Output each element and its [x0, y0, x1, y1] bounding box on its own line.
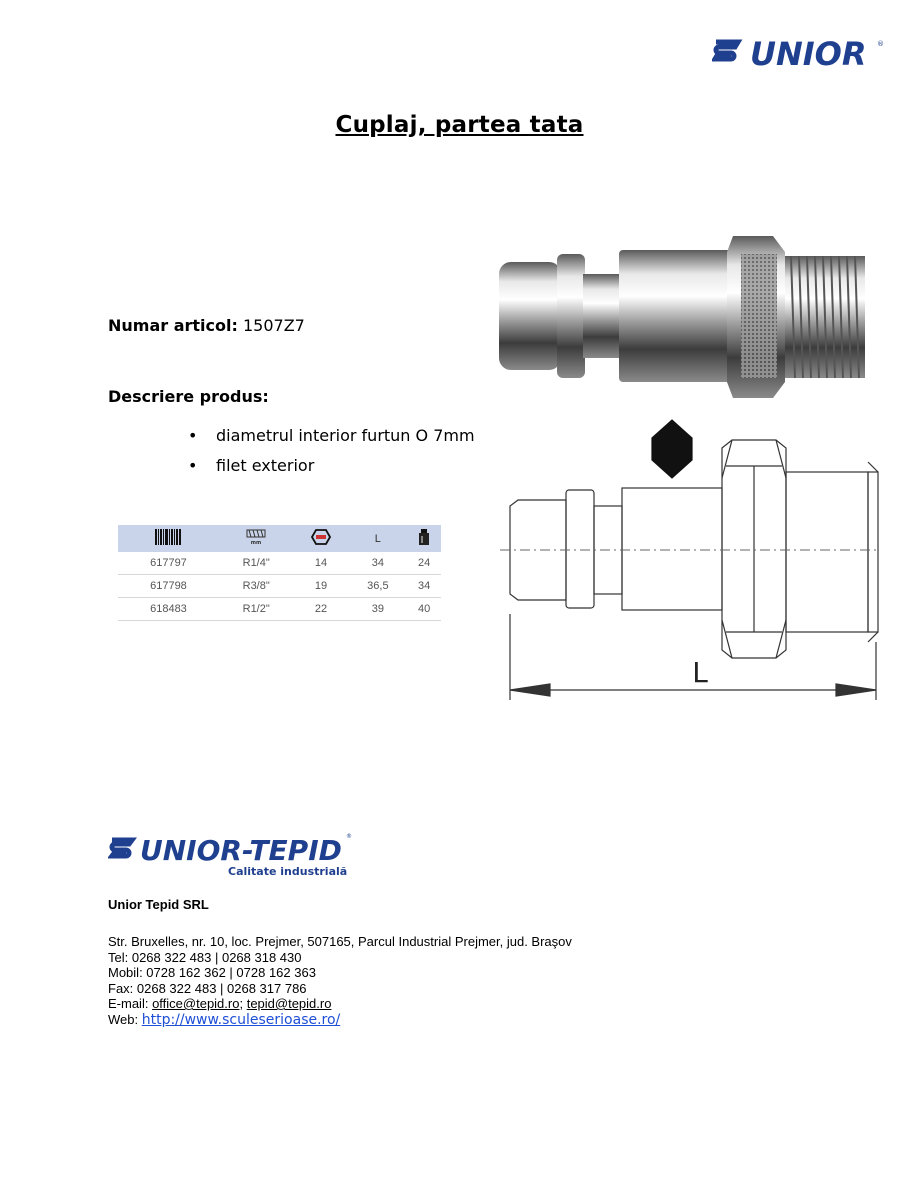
web-line: [108, 1012, 572, 1029]
svg-text:®: ®: [877, 40, 884, 48]
spec-table-header: [118, 525, 441, 552]
article-label: Numar articol:: [108, 316, 238, 335]
description-item: • diametrul interior furtun O 7mm: [188, 426, 475, 456]
cell-thread: R1/4": [219, 552, 294, 575]
cell-code: 617798: [118, 575, 219, 598]
contact-block: [108, 934, 572, 1028]
company-name: Unior Tepid SRL: [108, 897, 209, 912]
mobile: Mobil: 0728 162 362 | 0728 162 363: [108, 965, 316, 980]
cell-length: 36,5: [348, 575, 407, 598]
technical-drawing: [500, 418, 880, 703]
barcode-icon: [118, 525, 219, 552]
cell-length: 34: [348, 552, 407, 575]
phone: Tel: 0268 322 483 | 0268 318 430: [108, 949, 302, 965]
cell-hex: 14: [293, 552, 348, 575]
unior-tepid-logo-text: UNIOR-TEPID: [140, 834, 342, 867]
email-separator: ;: [239, 996, 247, 1011]
unior-logo-text: UNIOR: [750, 35, 867, 73]
cell-code: 618483: [118, 598, 219, 621]
cell-hex: 22: [293, 598, 348, 621]
unior-tepid-tagline: Calitate industrială: [228, 865, 348, 878]
table-row: [118, 552, 441, 575]
length-label: L: [348, 525, 407, 552]
cell-pack: 40: [407, 598, 441, 621]
product-photo: [495, 232, 877, 400]
web-link[interactable]: http://www.sculeserioase.ro/: [141, 1011, 341, 1028]
thread-icon: [219, 525, 294, 552]
cell-thread: R3/8": [219, 575, 294, 598]
fax: Fax: 0268 322 483 | 0268 317 786: [108, 980, 307, 996]
package-icon: [407, 525, 441, 552]
table-row: [118, 598, 441, 621]
table-row: [118, 575, 441, 598]
article-number: [108, 316, 305, 335]
cell-hex: 19: [293, 575, 348, 598]
hex-nut-icon: [652, 420, 692, 478]
description-heading: Descriere produs:: [108, 387, 269, 406]
hex-nut-icon: [293, 525, 348, 552]
email-link-office[interactable]: office@tepid.ro: [152, 996, 240, 1011]
description-list: [188, 426, 475, 486]
svg-text:®: ®: [346, 833, 352, 840]
email-line: [108, 996, 572, 1012]
cell-code: 617797: [118, 552, 219, 575]
email-link-tepid[interactable]: tepid@tepid.ro: [246, 996, 332, 1011]
cell-length: 39: [348, 598, 407, 621]
thread-icon-label: mm: [250, 540, 262, 545]
page-title: Cuplaj, partea tata: [335, 112, 584, 138]
cell-thread: R1/2": [219, 598, 294, 621]
article-value: 1507Z7: [242, 316, 305, 335]
unior-tepid-logo: [108, 830, 353, 878]
unior-logo: [712, 32, 887, 74]
dimension-label: L: [692, 656, 708, 689]
email-label: E-mail:: [108, 996, 153, 1011]
cell-pack: 24: [407, 552, 441, 575]
cell-pack: 34: [407, 575, 441, 598]
address: Str. Bruxelles, nr. 10, loc. Prejmer, 507165, Parcul Industrial Prejmer, jud. Braşov: [108, 934, 572, 949]
spec-table: [118, 525, 441, 621]
web-label: Web:: [108, 1011, 142, 1027]
description-item: • filet exterior: [188, 456, 475, 486]
